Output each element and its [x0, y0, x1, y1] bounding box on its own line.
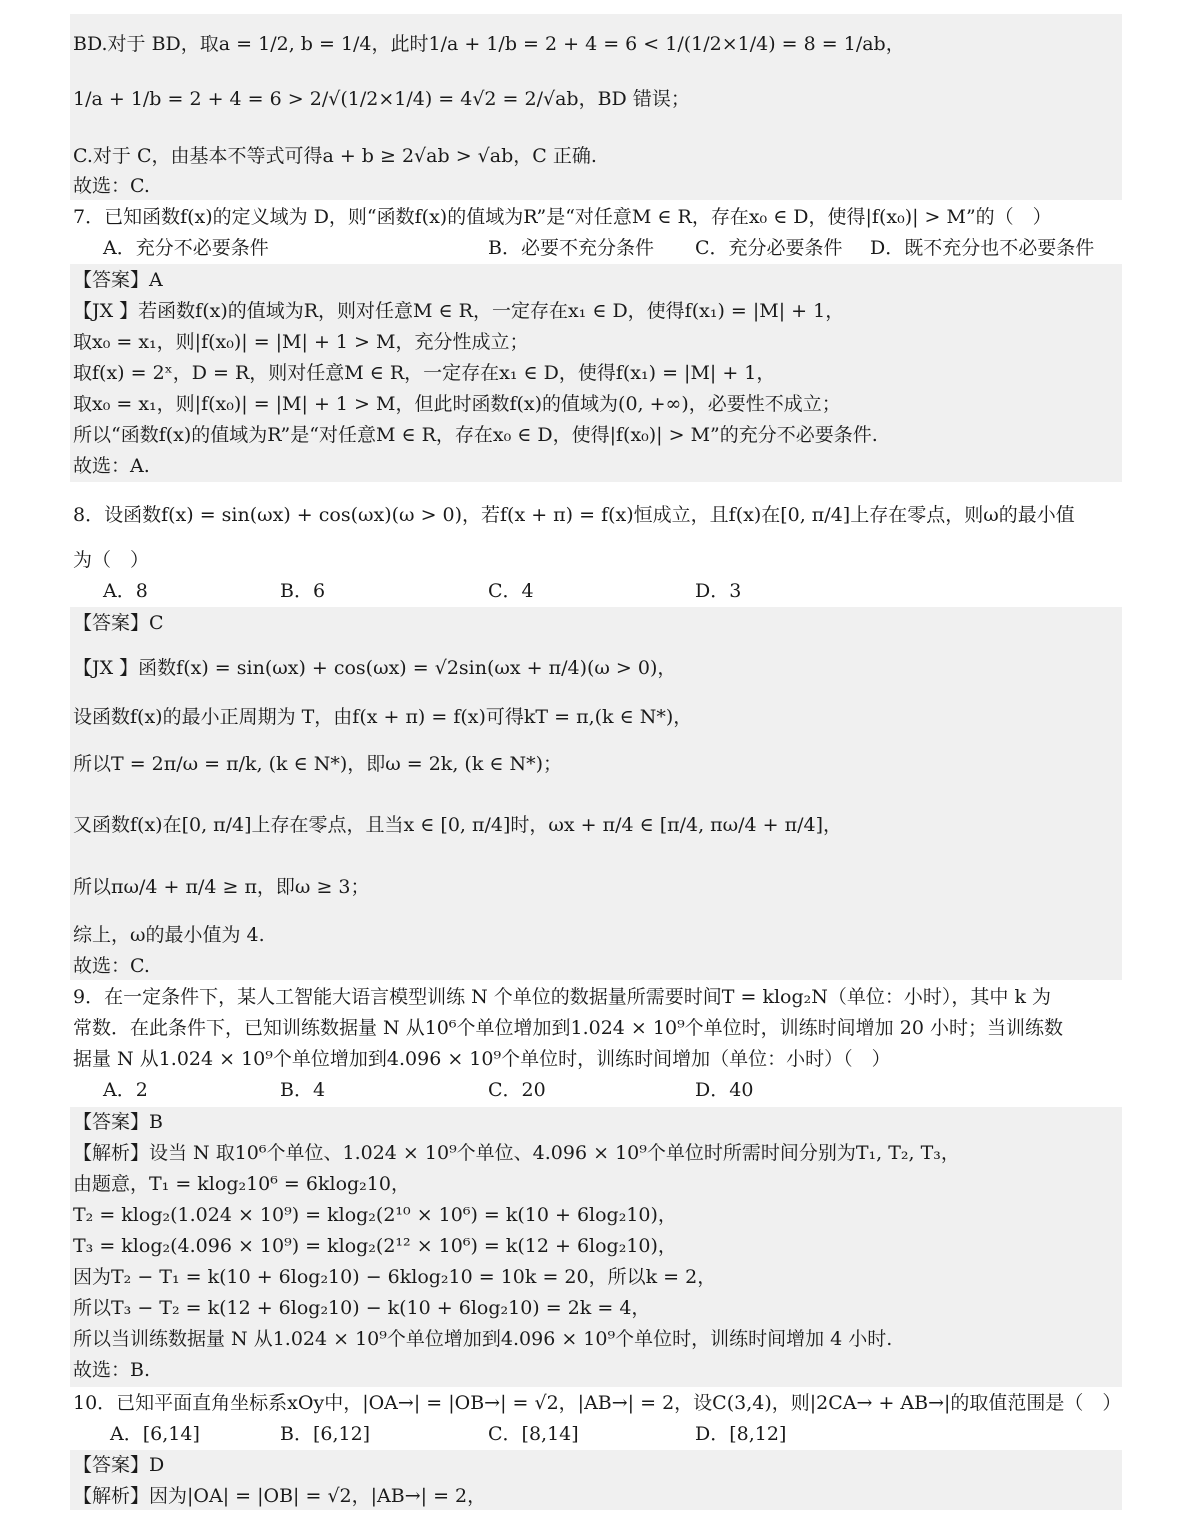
q6-solution-line-2: 1/a + 1/b = 2 + 4 = 6 > 2/√(1/2×1/4) = 4√2 = 2/√ab，BD 错误； [73, 88, 690, 110]
q7-solution-line-6: 故选：A. [73, 455, 150, 477]
q9-answer: 【答案】B [73, 1111, 163, 1133]
q7-stem: 7．已知函数f(x)的定义域为 D，则“函数f(x)的值域为R”是“对任意M ∈ R，存在x₀ ∈ D，使得|f(x₀)| > M”的（ ） [73, 206, 1052, 228]
q9-stem-line-2: 常数．在此条件下，已知训练数据量 N 从10⁶个单位增加到1.024 × 10⁹个单位时，训练时间增加 20 小时；当训练数 [73, 1017, 1063, 1039]
q8-solution-line-2: 设函数f(x)的最小正周期为 T，由f(x + π) = f(x)可得kT = π,(k ∈ N*)， [73, 706, 693, 728]
q8-solution-line-4: 又函数f(x)在[0, π/4]上存在零点，且当x ∈ [0, π/4]时，ωx + π/4 ∈ [π/4, πω/4 + π/4]， [73, 814, 843, 836]
q9-solution-line-8: 故选：B. [73, 1359, 151, 1381]
q9-solution-line-3: T₂ = klog₂(1.024 × 10⁹) = klog₂(2¹⁰ × 10⁶) = k(10 + 6log₂10)， [73, 1204, 677, 1226]
q9-option-a: A．2 [103, 1079, 148, 1101]
q8-solution-line-3: 所以T = 2π/ω = π/k, (k ∈ N*)，即ω = 2k, (k ∈ N*)； [73, 753, 563, 775]
q10-solution-line-1: 【解析】因为|OA| = |OB| = √2，|AB→| = 2， [73, 1485, 487, 1507]
q10-option-b: B．[6,12] [280, 1423, 371, 1445]
q9-solution-line-7: 所以当训练数据量 N 从1.024 × 10⁹个单位增加到4.096 × 10⁹个单位时，训练时间增加 4 小时. [73, 1328, 893, 1350]
q7-option-d: D．既不充分也不必要条件 [870, 237, 1095, 259]
q9-solution-line-5: 因为T₂ − T₁ = k(10 + 6log₂10) − 6klog₂10 = 10k = 20，所以k = 2， [73, 1266, 717, 1288]
q8-solution-line-1: 【JX 】函数f(x) = sin(ωx) + cos(ωx) = √2sin(ωx + π/4)(ω > 0)， [73, 657, 677, 679]
q9-option-b: B．4 [280, 1079, 326, 1101]
q7-answer: 【答案】A [73, 269, 163, 291]
q8-option-c: C．4 [488, 580, 534, 602]
q7-solution-line-4: 取x₀ = x₁，则|f(x₀)| = |M| + 1 > M，但此时函数f(x)的值域为(0, +∞)，必要性不成立； [73, 393, 841, 415]
q7-solution-line-3: 取f(x) = 2ˣ，D = R，则对任意M ∈ R，一定存在x₁ ∈ D，使得f(x₁) = |M| + 1， [73, 362, 776, 384]
q6-solution-line-1: BD.对于 BD，取a = 1/2, b = 1/4，此时1/a + 1/b = 2 + 4 = 6 < 1/(1/2×1/4) = 8 = 1/ab， [73, 33, 905, 55]
q10-stem: 10．已知平面直角坐标系xOy中，|OA→| = |OB→| = √2，|AB→| = 2，设C(3,4)，则|2CA→ + AB→|的取值范围是（ ） [73, 1392, 1122, 1414]
q8-answer: 【答案】C [73, 612, 164, 634]
q8-stem-line-1: 8．设函数f(x) = sin(ωx) + cos(ωx)(ω > 0)，若f(x + π) = f(x)恒成立，且f(x)在[0, π/4]上存在零点，则ω的最小值 [73, 504, 1075, 526]
q8-option-b: B．6 [280, 580, 326, 602]
q7-solution-line-2: 取x₀ = x₁，则|f(x₀)| = |M| + 1 > M，充分性成立； [73, 331, 529, 353]
q9-option-d: D．40 [695, 1079, 754, 1101]
q7-option-a: A．充分不必要条件 [103, 237, 269, 259]
q9-stem-line-3: 据量 N 从1.024 × 10⁹个单位增加到4.096 × 10⁹个单位时，训练时间增加（单位：小时）（ ） [73, 1048, 891, 1070]
q7-option-c: C．充分必要条件 [695, 237, 843, 259]
q8-option-d: D．3 [695, 580, 742, 602]
q10-option-d: D．[8,12] [695, 1423, 787, 1445]
q8-solution-line-6: 综上，ω的最小值为 4. [73, 924, 265, 946]
q7-solution-line-1: 【JX 】若函数f(x)的值域为R，则对任意M ∈ R，一定存在x₁ ∈ D，使得f(x₁) = |M| + 1， [73, 300, 845, 322]
q8-solution-line-7: 故选：C. [73, 955, 150, 977]
q9-option-c: C．20 [488, 1079, 546, 1101]
q9-solution-line-2: 由题意，T₁ = klog₂10⁶ = 6klog₂10， [73, 1173, 410, 1195]
q6-solution-line-3: C.对于 C，由基本不等式可得a + b ≥ 2√ab > √ab，C 正确. [73, 145, 597, 167]
q8-stem-line-2: 为（ ） [73, 549, 150, 571]
q9-stem-line-1: 9．在一定条件下，某人工智能大语言模型训练 N 个单位的数据量所需要时间T = klog₂N（单位：小时），其中 k 为 [73, 986, 1051, 1008]
q9-solution-line-1: 【解析】设当 N 取10⁶个单位、1.024 × 10⁹个单位、4.096 × 10⁹个单位时所需时间分别为T₁, T₂, T₃， [73, 1142, 960, 1164]
q7-option-b: B．必要不充分条件 [488, 237, 654, 259]
q6-solution-line-4: 故选：C. [73, 175, 150, 197]
q8-option-a: A．8 [103, 580, 148, 602]
q10-option-a: A．[6,14] [110, 1423, 200, 1445]
q7-solution-line-5: 所以“函数f(x)的值域为R”是“对任意M ∈ R，存在x₀ ∈ D，使得|f(x₀)| > M”的充分不必要条件. [73, 424, 878, 446]
q9-solution-line-4: T₃ = klog₂(4.096 × 10⁹) = klog₂(2¹² × 10⁶) = k(12 + 6log₂10)， [73, 1235, 677, 1257]
q10-option-c: C．[8,14] [488, 1423, 579, 1445]
q10-answer: 【答案】D [73, 1454, 165, 1476]
q8-solution-line-5: 所以πω/4 + π/4 ≥ π，即ω ≥ 3； [73, 876, 370, 898]
q9-solution-line-6: 所以T₃ − T₂ = k(12 + 6log₂10) − k(10 + 6log₂10) = 2k = 4， [73, 1297, 651, 1319]
